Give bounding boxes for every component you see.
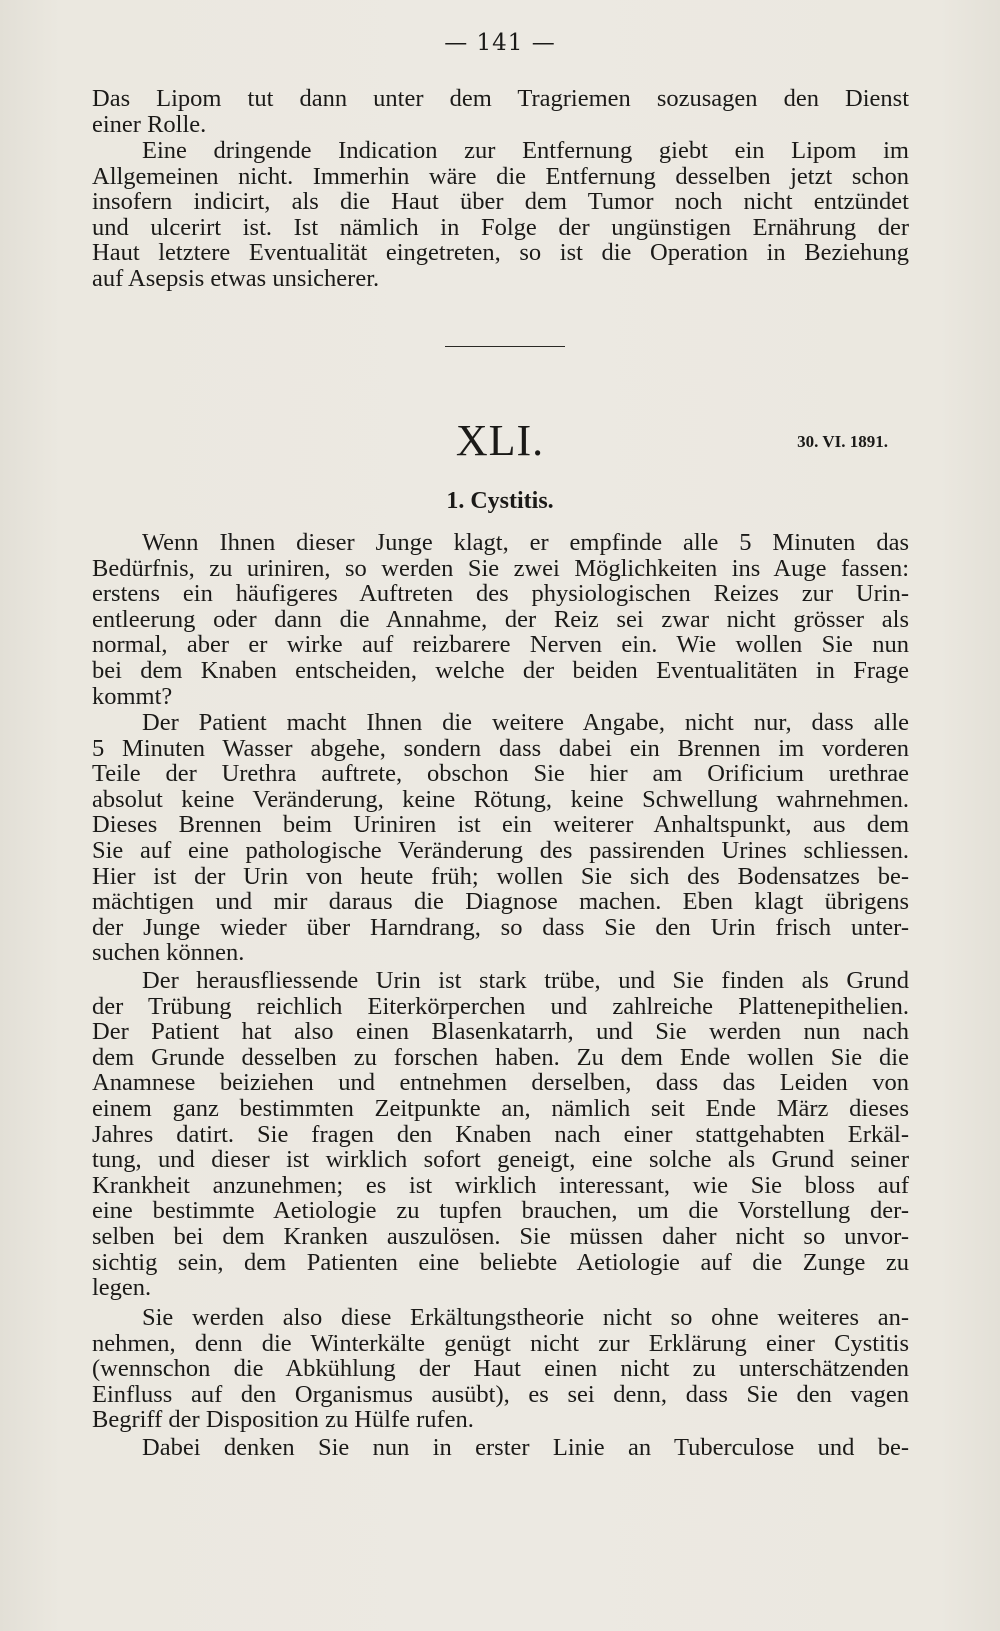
text-line: Teile der Urethra auftrete, obschon Sie hier am Orificium urethrae [92,760,909,788]
text-line: Wenn Ihnen dieser Junge klagt, er empfinde alle 5 Minuten das [142,529,909,556]
text-line: Der herausfliessende Urin ist stark trübe, und Sie finden als Grund [142,967,909,994]
text-line: Krankheit anzunehmen; es ist wirklich interessant, wie Sie bloss auf [92,1171,909,1199]
text-line: absolut keine Veränderung, keine Rötung, keine Schwellung wahrnehmen. [92,785,909,813]
text-line: Haut letztere Eventualität eingetreten, so ist die Operation in Beziehung [92,239,909,267]
text-line: Dieses Brennen beim Uriniren ist ein weiterer Anhaltspunkt, aus dem [92,811,909,839]
text-line: legen. [92,1274,152,1302]
text-line: normal, aber er wirke auf reizbarere Nerven ein. Wie wollen Sie nun [92,631,909,659]
text-line: Jahres datirt. Sie fragen den Knaben nach einer stattgehabten Erkäl- [92,1120,909,1148]
paragraph [92,86,909,137]
text-line: Sie werden also diese Erkältungstheorie nicht so ohne weiteres an- [142,1304,909,1331]
text-line: nehmen, denn die Winterkälte genügt nicht zur Erklärung einer Cystitis [92,1329,909,1357]
text-line: der Trübung reichlich Eiterkörperchen und zahlreiche Plattenepithelien. [92,992,909,1020]
text-line: Der Patient macht Ihnen die weitere Angabe, nicht nur, dass alle [142,709,909,736]
text-line: 5 Minuten Wasser abgehe, sondern dass dabei ein Brennen im vorderen [92,734,909,762]
text-line: eine bestimmte Aetiologie zu tupfen brauchen, um die Vorstellung der- [92,1197,909,1225]
text-line: kommt? [92,682,173,710]
text-line: bei dem Knaben entscheiden, welche der beiden Eventualitäten in Frage [92,656,909,684]
paragraph [92,530,909,709]
page-number: — 141 — [444,30,556,56]
paragraph [92,710,909,966]
text-line: Eine dringende Indication zur Entfernung giebt ein Lipom im [142,137,909,164]
paragraph [92,1435,909,1461]
text-line: Hier ist der Urin von heute früh; wollen Sie sich des Bodensatzes be- [92,862,909,890]
chapter-numeral: XLI. [455,416,545,465]
paragraph [92,1305,909,1433]
text-line: Anamnese beiziehen und entnehmen derselben, dass das Leiden von [92,1069,909,1097]
text-line: Dabei denken Sie nun in erster Linie an Tuberculose und be- [142,1434,909,1461]
paragraph [92,968,909,1301]
section-divider [445,346,565,347]
text-line: dem Grunde desselben zu forschen haben. Zu dem Ende wollen Sie die [92,1043,909,1071]
text-line: (wennschon die Abkühlung der Haut einen nicht zu unterschätzenden [92,1355,909,1383]
text-line: tung, und dieser ist wirklich sofort geneigt, eine solche als Grund seiner [92,1146,909,1174]
text-line: selben bei dem Kranken auszulösen. Sie müssen daher nicht so unvor- [92,1222,909,1250]
text-line: mächtigen und mir daraus die Diagnose machen. Eben klagt übrigens [92,888,909,916]
text-line: und ulcerirt ist. Ist nämlich in Folge der ungünstigen Ernährung der [92,213,909,241]
section-title: 1. Cystitis. [446,488,554,514]
paragraph [92,138,909,292]
text-line: entleerung oder dann die Annahme, der Reiz sei zwar nicht grösser als [92,605,909,633]
text-line: erstens ein häufigeres Auftreten des physiologischen Reizes zur Urin- [92,580,909,608]
text-line: Bedürfnis, zu uriniren, so werden Sie zwei Möglichkeiten ins Auge fassen: [92,554,909,582]
text-line: Einfluss auf den Organismus ausübt), es sei denn, dass Sie den vagen [92,1380,909,1408]
text-line: Der Patient hat also einen Blasenkatarrh, und Sie werden nun nach [92,1018,909,1046]
text-line: auf Asepsis etwas unsicherer. [92,264,380,292]
text-line: Begriff der Disposition zu Hülfe rufen. [92,1406,474,1434]
text-line: suchen können. [92,939,245,967]
text-line: einem ganz bestimmten Zeitpunkte an, nämlich seit Ende März dieses [92,1094,909,1122]
text-line: Sie auf eine pathologische Veränderung des passirenden Urines schliessen. [92,836,909,864]
text-line: Das Lipom tut dann unter dem Tragriemen sozusagen den Dienst [92,85,909,112]
text-line: sichtig sein, dem Patienten eine beliebte Aetiologie auf die Zunge zu [92,1248,909,1276]
lecture-date: 30. VI. 1891. [797,432,888,451]
text-line: insofern indicirt, als die Haut über dem Tumor noch nicht entzündet [92,188,909,216]
text-line: Allgemeinen nicht. Immerhin wäre die Entfernung desselben jetzt schon [92,162,909,190]
text-line: der Junge wieder über Harndrang, so dass Sie den Urin frisch unter- [92,913,909,941]
text-line: einer Rolle. [92,110,207,138]
